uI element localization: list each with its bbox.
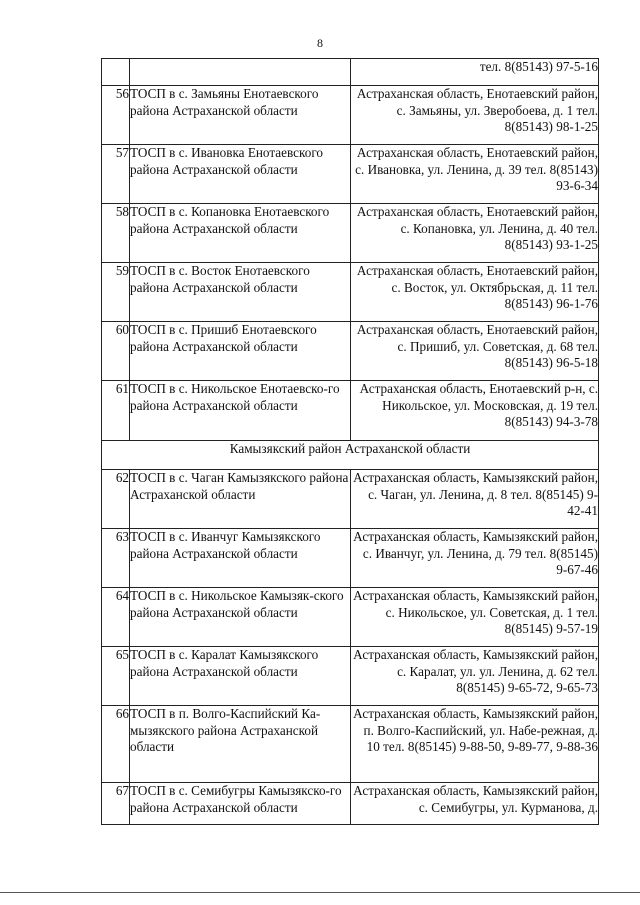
office-address: Астраханская область, Енотаевский район, с. Восток, ул. Октябрьская, д. 11 тел. 8(85143) 96-1-76 xyxy=(351,263,599,322)
row-number: 56 xyxy=(102,86,130,145)
table-row xyxy=(102,783,599,825)
office-address: Астраханская область, Енотаевский район, с. Копановка, ул. Ленина, д. 40 тел. 8(85143) 93-1-25 xyxy=(351,204,599,263)
office-name: ТОСП в с. Копановка Енотаевского района Астраханской области xyxy=(130,204,351,263)
table-row xyxy=(102,322,599,381)
table-row xyxy=(102,529,599,588)
row-number: 67 xyxy=(102,783,130,825)
row-number: 57 xyxy=(102,145,130,204)
office-name: ТОСП в с. Никольское Камызяк-ского района Астраханской области xyxy=(130,588,351,647)
page-bottom-divider xyxy=(0,892,640,893)
row-number xyxy=(102,59,130,86)
row-number: 63 xyxy=(102,529,130,588)
office-name: ТОСП в с. Иванчуг Камызякского района Астраханской области xyxy=(130,529,351,588)
table-row xyxy=(102,647,599,706)
table-row xyxy=(102,86,599,145)
section-header-row xyxy=(102,441,599,470)
row-number: 58 xyxy=(102,204,130,263)
office-address: Астраханская область, Камызякский район, с. Иванчуг, ул. Ленина, д. 79 тел. 8(85145) 9-67-46 xyxy=(351,529,599,588)
office-name: ТОСП в с. Семибугры Камызякско-го района Астраханской области xyxy=(130,783,351,825)
row-number: 65 xyxy=(102,647,130,706)
office-name: ТОСП в с. Чаган Камызякского района Астраханской области xyxy=(130,470,351,529)
row-number: 62 xyxy=(102,470,130,529)
office-address: Астраханская область, Енотаевский район, с. Ивановка, ул. Ленина, д. 39 тел. 8(85143) 93-6-34 xyxy=(351,145,599,204)
office-address: Астраханская область, Камызякский район, п. Волго-Каспийский, ул. Набе-режная, д. 10 тел. 8(85145) 9-88-50, 9-89-77, 9-88-36 xyxy=(351,706,599,783)
office-name: ТОСП в с. Пришиб Енотаевского района Астраханской области xyxy=(130,322,351,381)
row-number: 64 xyxy=(102,588,130,647)
table-row xyxy=(102,204,599,263)
office-name: ТОСП в п. Волго-Каспийский Ка-мызякского района Астраханской области xyxy=(130,706,351,783)
row-number: 59 xyxy=(102,263,130,322)
table-row xyxy=(102,263,599,322)
page-number: 8 xyxy=(317,36,323,50)
office-address: Астраханская область, Камызякский район, с. Никольское, ул. Советская, д. 1 тел. 8(85145) 9-57-19 xyxy=(351,588,599,647)
office-address: Астраханская область, Камызякский район, с. Чаган, ул. Ленина, д. 8 тел. 8(85145) 9-42-41 xyxy=(351,470,599,529)
office-name: ТОСП в с. Восток Енотаевского района Астраханской области xyxy=(130,263,351,322)
office-address: Астраханская область, Енотаевский район, с. Замьяны, ул. Зверобоева, д. 1 тел. 8(85143) 98-1-25 xyxy=(351,86,599,145)
office-address: Астраханская область, Енотаевский район, с. Пришиб, ул. Советская, д. 68 тел. 8(85143) 96-5-18 xyxy=(351,322,599,381)
office-table xyxy=(101,58,599,825)
office-name: ТОСП в с. Никольское Енотаевско-го района Астраханской области xyxy=(130,381,351,441)
table-row xyxy=(102,145,599,204)
office-name: ТОСП в с. Каралат Камызякского района Астраханской области xyxy=(130,647,351,706)
table-row xyxy=(102,381,599,441)
office-address: Астраханская область, Камызякский район, с. Семибугры, ул. Курманова, д. xyxy=(351,783,599,825)
office-address: Астраханская область, Енотаевский р-н, с. Никольское, ул. Московская, д. 19 тел. 8(85143) 94-3-78 xyxy=(351,381,599,441)
table-row-continued xyxy=(102,59,599,86)
table-row xyxy=(102,706,599,783)
office-name xyxy=(130,59,351,86)
office-address: тел. 8(85143) 97-5-16 xyxy=(351,59,599,86)
table-row xyxy=(102,588,599,647)
section-title: Камызякский район Астраханской области xyxy=(102,441,599,470)
row-number: 66 xyxy=(102,706,130,783)
office-address: Астраханская область, Камызякский район, с. Каралат, ул. ул. Ленина, д. 62 тел. 8(85145) 9-65-72, 9-65-73 xyxy=(351,647,599,706)
row-number: 60 xyxy=(102,322,130,381)
table-row xyxy=(102,470,599,529)
office-name: ТОСП в с. Ивановка Енотаевского района Астраханской области xyxy=(130,145,351,204)
office-name: ТОСП в с. Замьяны Енотаевского района Астраханской области xyxy=(130,86,351,145)
row-number: 61 xyxy=(102,381,130,441)
